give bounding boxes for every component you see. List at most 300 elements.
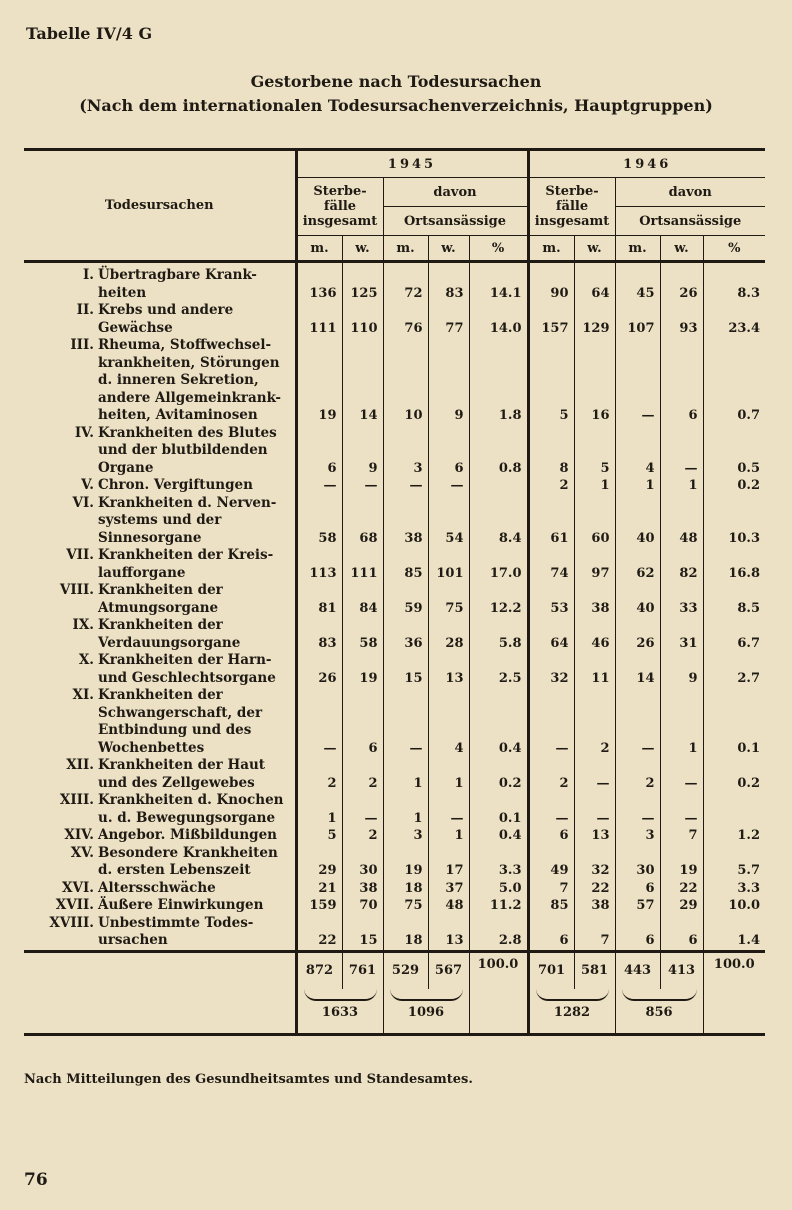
cause-label xyxy=(98,547,288,582)
value-cell: 0.4 xyxy=(469,687,528,757)
value-cell: 36 xyxy=(383,617,428,652)
cause-label-line: laufforgane xyxy=(98,564,186,581)
header-total-line2: fälle xyxy=(555,199,589,214)
value-cell: 8.3 xyxy=(703,262,765,303)
cause-label-line: Krankheiten des Blutes xyxy=(98,424,277,441)
value-cell: 84 xyxy=(342,582,383,617)
table-row xyxy=(24,547,765,582)
value-cell: 8.5 xyxy=(703,582,765,617)
value-cell: 22 xyxy=(660,880,703,898)
value-cell: 5.8 xyxy=(469,617,528,652)
cause-label xyxy=(98,652,288,687)
value-cell: 64 xyxy=(574,262,615,303)
cause-cell xyxy=(24,547,296,582)
value-cell: 6 xyxy=(428,425,469,478)
grand-total-1946-value: 1282 xyxy=(553,1004,591,1020)
value-cell: 14.1 xyxy=(469,262,528,303)
cause-cell xyxy=(24,302,296,337)
cause-label-line: krankheiten, Störungen xyxy=(98,354,280,371)
cause-label xyxy=(98,915,288,950)
cause-cell xyxy=(24,617,296,652)
value-cell: 48 xyxy=(660,495,703,548)
cause-label xyxy=(98,757,288,792)
header-total-line2: fälle xyxy=(323,199,357,214)
sum-cell: 100.0 xyxy=(469,951,528,989)
cause-label-line: Angebor. Mißbildungen xyxy=(98,827,277,843)
cause-label xyxy=(98,495,288,548)
value-cell: 2 xyxy=(342,827,383,845)
header-resident-1945: Ortsansässige xyxy=(383,207,528,236)
value-cell: 16 xyxy=(574,337,615,425)
cause-label-line: u. d. Bewegungsorgane xyxy=(98,809,276,826)
value-cell: 22 xyxy=(296,915,342,952)
value-cell: 15 xyxy=(342,915,383,952)
table-row xyxy=(24,617,765,652)
value-cell: 6 xyxy=(296,425,342,478)
table-row xyxy=(24,845,765,880)
header-causes: Todesursachen xyxy=(24,150,296,262)
header-davon-1946: davon xyxy=(615,178,765,207)
header-w: w. xyxy=(660,236,703,262)
cause-number: II. xyxy=(76,302,94,318)
table-row xyxy=(24,915,765,952)
value-cell: 159 xyxy=(296,897,342,915)
cause-label xyxy=(98,477,288,495)
value-cell: 13 xyxy=(428,652,469,687)
table-row xyxy=(24,897,765,915)
value-cell: 40 xyxy=(615,582,660,617)
value-cell: 5 xyxy=(574,425,615,478)
cause-number: VIII. xyxy=(59,582,94,598)
value-cell: — xyxy=(428,477,469,495)
cause-label-line: Krebs und andere xyxy=(98,302,234,318)
cause-label-line: Krankheiten der xyxy=(98,687,223,703)
value-cell: 58 xyxy=(296,495,342,548)
cause-label-line: Chron. Vergiftungen xyxy=(98,477,253,493)
value-cell: 23.4 xyxy=(703,302,765,337)
cause-label xyxy=(98,845,288,880)
value-cell: 38 xyxy=(574,582,615,617)
value-cell: — xyxy=(383,687,428,757)
header-w: w. xyxy=(574,236,615,262)
value-cell: 46 xyxy=(574,617,615,652)
value-cell: 54 xyxy=(428,495,469,548)
cause-label-line: Rheuma, Stoffwechsel- xyxy=(98,337,272,353)
grand-resident-1946 xyxy=(615,989,703,1035)
sum-cell: 581 xyxy=(574,951,615,989)
value-cell: 93 xyxy=(660,302,703,337)
value-cell: 2 xyxy=(528,477,574,495)
table-row xyxy=(24,757,765,792)
cause-number: VI. xyxy=(72,494,94,511)
value-cell: 136 xyxy=(296,262,342,303)
value-cell: — xyxy=(342,477,383,495)
cause-number: I. xyxy=(82,267,94,283)
value-cell: 1 xyxy=(428,757,469,792)
value-cell: 14.0 xyxy=(469,302,528,337)
cause-cell xyxy=(24,880,296,898)
value-cell: 6.7 xyxy=(703,617,765,652)
cause-label-line: Sinnesorgane xyxy=(98,529,202,546)
sum-cell: 529 xyxy=(383,951,428,989)
value-cell: 76 xyxy=(383,302,428,337)
value-cell: 3.3 xyxy=(469,845,528,880)
sum-cell: 100.0 xyxy=(703,951,765,989)
value-cell: 30 xyxy=(615,845,660,880)
value-cell xyxy=(469,477,528,495)
header-year-1945: 1945 xyxy=(296,150,528,178)
value-cell: — xyxy=(615,792,660,827)
value-cell: 125 xyxy=(342,262,383,303)
header-total-1945 xyxy=(296,178,383,236)
value-cell: — xyxy=(528,792,574,827)
source-footnote: Nach Mitteilungen des Gesundheitsamtes und Standesamtes. xyxy=(24,1072,473,1087)
value-cell: 19 xyxy=(296,337,342,425)
value-cell: 0.1 xyxy=(469,792,528,827)
value-cell: 17 xyxy=(428,845,469,880)
value-cell: — xyxy=(615,687,660,757)
cause-label xyxy=(98,827,288,845)
cause-label xyxy=(98,880,288,898)
value-cell: 83 xyxy=(296,617,342,652)
value-cell: 18 xyxy=(383,915,428,952)
value-cell: 26 xyxy=(296,652,342,687)
cause-label-line: Altersschwäche xyxy=(98,879,216,896)
brace-mark xyxy=(536,989,609,1001)
header-davon-1945: davon xyxy=(383,178,528,207)
value-cell: 57 xyxy=(615,897,660,915)
value-cell: 32 xyxy=(528,652,574,687)
value-cell: 22 xyxy=(574,880,615,898)
header-w: w. xyxy=(342,236,383,262)
value-cell: 10 xyxy=(383,337,428,425)
cause-label-line: Organe xyxy=(98,459,154,476)
value-cell: 97 xyxy=(574,547,615,582)
cause-number: XV. xyxy=(70,844,94,861)
table-row xyxy=(24,495,765,548)
value-cell: 2 xyxy=(296,757,342,792)
cause-label-line: Verdauungsorgane xyxy=(98,634,241,651)
sum-cell: 567 xyxy=(428,951,469,989)
cause-cell xyxy=(24,495,296,548)
header-year-1946: 1946 xyxy=(528,150,765,178)
grand-total-1945-value: 1633 xyxy=(321,1004,359,1020)
table-row xyxy=(24,477,765,495)
cause-label-line: Unbestimmte Todes- xyxy=(98,914,254,931)
header-m: m. xyxy=(528,236,574,262)
value-cell: 26 xyxy=(660,262,703,303)
brace-mark xyxy=(390,989,463,1001)
value-cell: 111 xyxy=(342,547,383,582)
grand-total-1945 xyxy=(296,989,383,1035)
causes-of-death-table xyxy=(24,148,765,1036)
value-cell: 3 xyxy=(615,827,660,845)
value-cell: 4 xyxy=(615,425,660,478)
value-cell: 110 xyxy=(342,302,383,337)
value-cell: 1 xyxy=(615,477,660,495)
value-cell: — xyxy=(660,425,703,478)
cause-label-line: Äußere Einwirkungen xyxy=(98,897,264,913)
grand-empty-cell xyxy=(469,989,528,1035)
value-cell: 21 xyxy=(296,880,342,898)
page-subtitle: (Nach dem internationalen Todesursachenverzeichnis, Hauptgruppen) xyxy=(79,96,713,115)
value-cell: 7 xyxy=(574,915,615,952)
value-cell: 5 xyxy=(296,827,342,845)
value-cell: 7 xyxy=(528,880,574,898)
value-cell: 14 xyxy=(342,337,383,425)
value-cell: 13 xyxy=(428,915,469,952)
header-resident-1946: Ortsansässige xyxy=(615,207,765,236)
cause-label-line: andere Allgemeinkrank- xyxy=(98,389,282,406)
value-cell: 62 xyxy=(615,547,660,582)
table-row xyxy=(24,425,765,478)
grand-resident-1946-value: 856 xyxy=(645,1004,673,1020)
value-cell: 38 xyxy=(574,897,615,915)
value-cell: 13 xyxy=(574,827,615,845)
table-row xyxy=(24,792,765,827)
cause-label-line: Krankheiten der Haut xyxy=(98,757,266,773)
cause-number: IV. xyxy=(74,424,94,441)
cause-label xyxy=(98,687,288,757)
value-cell: 107 xyxy=(615,302,660,337)
value-cell: 1.2 xyxy=(703,827,765,845)
value-cell: 58 xyxy=(342,617,383,652)
header-w: w. xyxy=(428,236,469,262)
value-cell: 2.7 xyxy=(703,652,765,687)
value-cell: 2.5 xyxy=(469,652,528,687)
value-cell: 17.0 xyxy=(469,547,528,582)
value-cell: — xyxy=(342,792,383,827)
header-m: m. xyxy=(296,236,342,262)
table-label: Tabelle IV/4 G xyxy=(26,24,153,43)
table-row xyxy=(24,827,765,845)
value-cell: 81 xyxy=(296,582,342,617)
cause-number: XVIII. xyxy=(49,914,94,931)
value-cell: 29 xyxy=(296,845,342,880)
value-cell: 0.2 xyxy=(469,757,528,792)
value-cell: 3 xyxy=(383,827,428,845)
cause-number: XVII. xyxy=(55,897,94,913)
cause-number: XVI. xyxy=(62,879,94,896)
cause-label-line: Krankheiten d. Nerven- xyxy=(98,494,277,511)
value-cell: — xyxy=(296,477,342,495)
value-cell: 6 xyxy=(528,915,574,952)
value-cell: 15 xyxy=(383,652,428,687)
cause-label xyxy=(98,425,288,478)
value-cell: 1.4 xyxy=(703,915,765,952)
value-cell: 111 xyxy=(296,302,342,337)
cause-label-line: Krankheiten der Harn- xyxy=(98,652,272,668)
cause-label-line: heiten xyxy=(98,284,147,301)
header-m: m. xyxy=(383,236,428,262)
table-row xyxy=(24,302,765,337)
value-cell: 1 xyxy=(660,687,703,757)
page-title: Gestorbene nach Todesursachen xyxy=(250,72,542,91)
value-cell: 33 xyxy=(660,582,703,617)
cause-label-line: Gewächse xyxy=(98,319,173,336)
cause-label xyxy=(98,792,288,827)
cause-number: V. xyxy=(81,477,94,493)
value-cell: 2 xyxy=(342,757,383,792)
value-cell: 1 xyxy=(296,792,342,827)
cause-number: XII. xyxy=(66,757,94,773)
grand-empty-cell xyxy=(703,989,765,1035)
cause-label xyxy=(98,617,288,652)
header-m: m. xyxy=(615,236,660,262)
value-cell: — xyxy=(574,757,615,792)
value-cell: 40 xyxy=(615,495,660,548)
cause-label xyxy=(98,897,288,915)
cause-number: VII. xyxy=(66,547,94,563)
cause-label-line: d. ersten Lebenszeit xyxy=(98,862,251,878)
value-cell: 1 xyxy=(383,757,428,792)
cause-label-line: Atmungsorgane xyxy=(98,599,219,616)
cause-label-line: und der blutbildenden xyxy=(98,442,268,458)
brace-mark xyxy=(304,989,377,1001)
cause-label xyxy=(98,302,288,337)
cause-label-line: und des Zellgewebes xyxy=(98,774,255,791)
value-cell: 113 xyxy=(296,547,342,582)
value-cell: 68 xyxy=(342,495,383,548)
cause-label-line: Übertragbare Krank- xyxy=(98,267,257,283)
sum-cell: 761 xyxy=(342,951,383,989)
table-row xyxy=(24,652,765,687)
value-cell: 2 xyxy=(528,757,574,792)
value-cell: 16.8 xyxy=(703,547,765,582)
value-cell: 6 xyxy=(528,827,574,845)
value-cell: — xyxy=(528,687,574,757)
cause-label-line: Krankheiten der Kreis- xyxy=(98,547,274,563)
header-percent: % xyxy=(469,236,528,262)
value-cell: 70 xyxy=(342,897,383,915)
cause-label-line: und Geschlechtsorgane xyxy=(98,669,276,686)
value-cell: 11.2 xyxy=(469,897,528,915)
value-cell: 1 xyxy=(428,827,469,845)
value-cell: 2 xyxy=(615,757,660,792)
cause-label xyxy=(98,582,288,617)
value-cell: 31 xyxy=(660,617,703,652)
header-total-line3: insgesamt xyxy=(534,214,610,229)
totals-label-cell xyxy=(24,951,296,1034)
header-percent: % xyxy=(703,236,765,262)
value-cell: 6 xyxy=(342,687,383,757)
cause-number: XIV. xyxy=(64,827,94,843)
value-cell: 0.1 xyxy=(703,687,765,757)
value-cell: 5.0 xyxy=(469,880,528,898)
table-row xyxy=(24,262,765,303)
value-cell: 6 xyxy=(615,915,660,952)
value-cell: — xyxy=(660,757,703,792)
cause-label-line: Krankheiten der xyxy=(98,617,223,633)
cause-label-line: heiten, Avitaminosen xyxy=(98,407,258,423)
cause-cell xyxy=(24,827,296,845)
value-cell: 30 xyxy=(342,845,383,880)
value-cell: 59 xyxy=(383,582,428,617)
value-cell: 157 xyxy=(528,302,574,337)
table-row xyxy=(24,880,765,898)
value-cell: 12.2 xyxy=(469,582,528,617)
value-cell: 0.2 xyxy=(703,477,765,495)
table-row xyxy=(24,582,765,617)
value-cell: 9 xyxy=(342,425,383,478)
value-cell: 72 xyxy=(383,262,428,303)
value-cell: 60 xyxy=(574,495,615,548)
header-total-line1: Sterbe- xyxy=(313,184,367,199)
cause-number: III. xyxy=(70,337,94,353)
value-cell: 2.8 xyxy=(469,915,528,952)
value-cell: 5.7 xyxy=(703,845,765,880)
value-cell: — xyxy=(383,477,428,495)
sum-cell: 443 xyxy=(615,951,660,989)
value-cell: 1.8 xyxy=(469,337,528,425)
value-cell: — xyxy=(574,792,615,827)
value-cell: 2 xyxy=(574,687,615,757)
value-cell: 9 xyxy=(428,337,469,425)
cause-cell xyxy=(24,477,296,495)
cause-cell xyxy=(24,582,296,617)
value-cell: 29 xyxy=(660,897,703,915)
value-cell: 6 xyxy=(660,337,703,425)
header-total-line3: insgesamt xyxy=(302,214,378,229)
value-cell: 5 xyxy=(528,337,574,425)
cause-cell xyxy=(24,845,296,880)
value-cell: 64 xyxy=(528,617,574,652)
value-cell: 8.4 xyxy=(469,495,528,548)
grand-resident-1945 xyxy=(383,989,469,1035)
value-cell: 75 xyxy=(383,897,428,915)
value-cell: — xyxy=(660,792,703,827)
cause-cell xyxy=(24,262,296,303)
value-cell: — xyxy=(428,792,469,827)
cause-label-line: ursachen xyxy=(98,932,168,948)
value-cell: 10.3 xyxy=(703,495,765,548)
cause-cell xyxy=(24,337,296,425)
page-number: 76 xyxy=(24,1170,48,1190)
cause-number: XI. xyxy=(72,687,94,703)
value-cell: 61 xyxy=(528,495,574,548)
value-cell: 9 xyxy=(660,652,703,687)
value-cell: 74 xyxy=(528,547,574,582)
value-cell: 0.7 xyxy=(703,337,765,425)
value-cell: 6 xyxy=(615,880,660,898)
value-cell: 48 xyxy=(428,897,469,915)
value-cell: 0.2 xyxy=(703,757,765,792)
value-cell: 101 xyxy=(428,547,469,582)
header-total-line1: Sterbe- xyxy=(545,184,599,199)
grand-total-1946 xyxy=(528,989,615,1035)
value-cell: 90 xyxy=(528,262,574,303)
cause-label-line: Krankheiten d. Knochen xyxy=(98,792,284,808)
value-cell: 38 xyxy=(342,880,383,898)
table-row xyxy=(24,337,765,425)
value-cell: 10.0 xyxy=(703,897,765,915)
table-row xyxy=(24,687,765,757)
brace-mark xyxy=(622,989,697,1001)
value-cell: 83 xyxy=(428,262,469,303)
value-cell: 3 xyxy=(383,425,428,478)
cause-label xyxy=(98,337,288,425)
value-cell xyxy=(703,792,765,827)
value-cell: 7 xyxy=(660,827,703,845)
value-cell: 0.4 xyxy=(469,827,528,845)
value-cell: — xyxy=(615,337,660,425)
sum-cell: 872 xyxy=(296,951,342,989)
header-total-1946 xyxy=(528,178,615,236)
value-cell: 26 xyxy=(615,617,660,652)
cause-label-line: Entbindung und des xyxy=(98,722,252,738)
value-cell: 0.8 xyxy=(469,425,528,478)
cause-label-line: Krankheiten der xyxy=(98,582,223,598)
